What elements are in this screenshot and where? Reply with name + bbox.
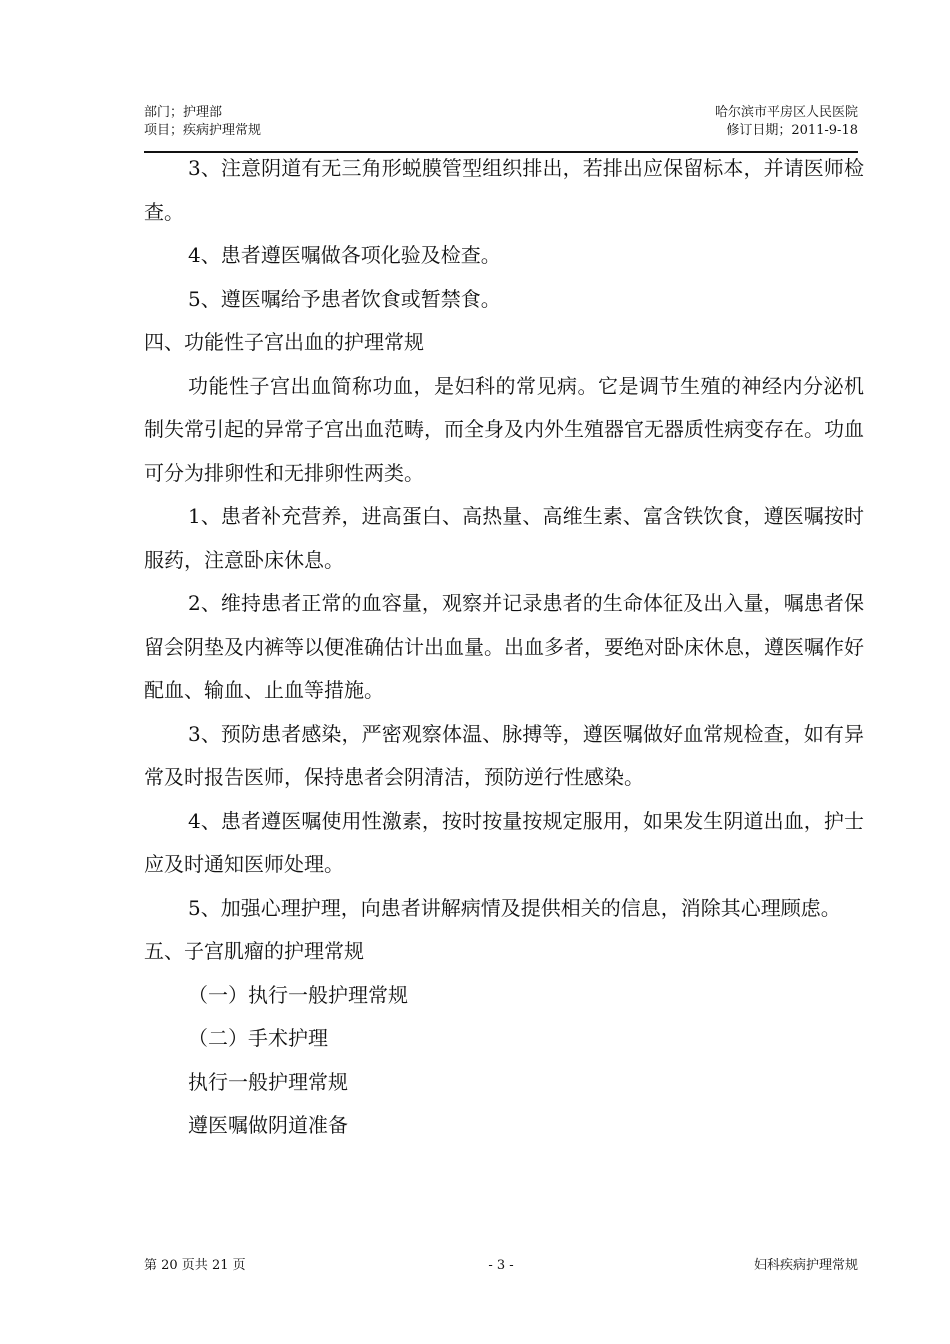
paragraph-care-3: 3、预防患者感染，严密观察体温、脉搏等，遵医嘱做好血常规检查，如有异常及时报告医师，保持患者会阴清洁，预防逆行性感染。	[144, 721, 864, 789]
page-header	[144, 104, 858, 152]
paragraph-care-5: 5、加强心理护理，向患者讲解病情及提供相关的信息，消除其心理顾虑。	[188, 895, 841, 920]
subheading-general-care: （一）执行一般护理常规	[188, 982, 408, 1007]
paragraph-care-2: 2、维持患者正常的血容量，观察并记录患者的生命体征及出入量，嘱患者保留会阴垫及内裤等以便准确估计出血量。出血多者，要绝对卧床休息，遵医嘱作好配血、输血、止血等措施。	[144, 591, 864, 702]
department-label: 部门；护理部	[144, 105, 223, 120]
footer-doc-title: 妇科疾病护理常规	[753, 1258, 858, 1273]
project-label: 项目；疾病护理常规	[144, 123, 262, 138]
section-heading-4: 四、功能性子宫出血的护理常规	[144, 330, 424, 354]
paragraph-item-3: 3、注意阴道有无三角形蜕膜管型组织排出，若排出应保留标本，并请医师检查。	[144, 156, 864, 224]
paragraph-item-5: 5、遵医嘱给予患者饮食或暂禁食。	[188, 286, 501, 311]
paragraph-intro: 功能性子宫出血简称功血，是妇科的常见病。它是调节生殖的神经内分泌机制失常引起的异常子宫出血范畴，而全身及内外生殖器官无器质性病变存在。功血可分为排卵性和无排卵性两类。	[144, 373, 864, 485]
paragraph-care-4: 4、患者遵医嘱使用性激素，按时按量按规定服用，如果发生阴道出血，护士应及时通知医师处理。	[144, 808, 864, 876]
page-number: - 3 -	[488, 1258, 514, 1273]
subheading-surgery-care: （二）手术护理	[188, 1026, 328, 1050]
revision-date: 修订日期；2011-9-18	[726, 123, 858, 138]
page-info: 第 20 页共 21 页	[144, 1258, 246, 1273]
hospital-name: 哈尔滨市平房区人民医院	[714, 105, 858, 120]
paragraph-vaginal-prep: 遵医嘱做阴道准备	[188, 1113, 348, 1137]
section-heading-5: 五、子宫肌瘤的护理常规	[144, 939, 364, 963]
paragraph-care-1: 1、患者补充营养，进高蛋白、高热量、高维生素、富含铁饮食，遵医嘱按时服药，注意卧床休息。	[144, 504, 864, 572]
paragraph-item-4: 4、患者遵医嘱做各项化验及检查。	[188, 243, 501, 267]
paragraph-general-care: 执行一般护理常规	[188, 1069, 348, 1094]
document-body	[144, 147, 864, 1148]
